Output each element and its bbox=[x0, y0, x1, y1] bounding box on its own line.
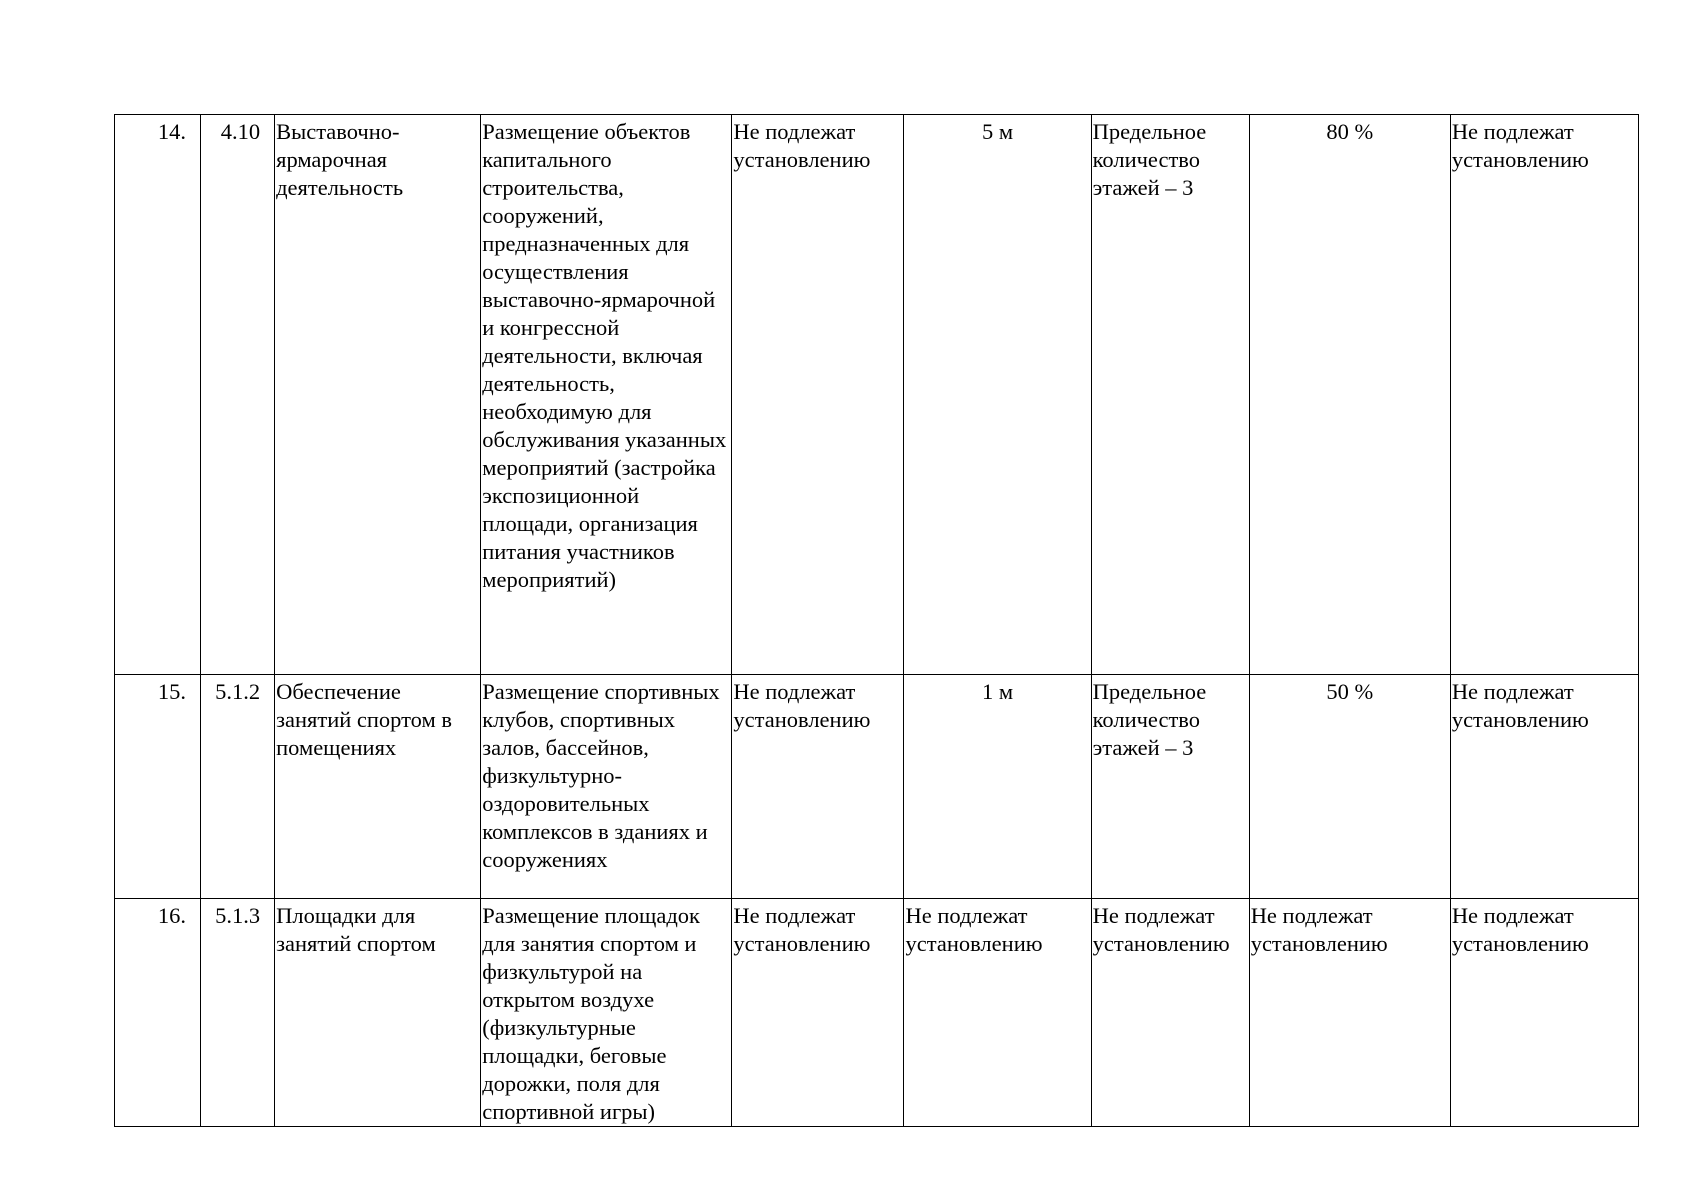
area-limits-cell: Не подлежат установлению bbox=[732, 115, 904, 675]
setback-cell: 1 м bbox=[904, 675, 1091, 899]
other-limits-cell: Не подлежат установлению bbox=[1450, 675, 1638, 899]
use-name: Обеспечение занятий спортом в помещениях bbox=[275, 675, 481, 899]
use-code: 5.1.2 bbox=[201, 675, 275, 899]
use-name: Выставочно-ярмарочная деятельность bbox=[275, 115, 481, 675]
row-number: 15. bbox=[115, 675, 201, 899]
other-limits-cell: Не подлежат установлению bbox=[1450, 899, 1638, 1127]
zoning-table bbox=[114, 114, 1639, 1127]
setback-cell: 5 м bbox=[904, 115, 1091, 675]
height-limit-cell: Предельное количество этажей – 3 bbox=[1091, 115, 1249, 675]
row-number: 14. bbox=[115, 115, 201, 675]
height-limit-cell: Предельное количество этажей – 3 bbox=[1091, 675, 1249, 899]
area-limits-cell: Не подлежат установлению bbox=[732, 675, 904, 899]
table-row bbox=[115, 675, 1639, 899]
use-description: Размещение площадок для занятия спортом и физкультурой на открытом воздухе (физкультурные площадки, беговые дорожки, поля для спортивной игры) bbox=[481, 899, 732, 1127]
use-code: 5.1.3 bbox=[201, 899, 275, 1127]
coverage-cell: 80 % bbox=[1249, 115, 1450, 675]
area-limits-cell: Не подлежат установлению bbox=[732, 899, 904, 1127]
coverage-cell: 50 % bbox=[1249, 675, 1450, 899]
setback-cell: Не подлежат установлению bbox=[904, 899, 1091, 1127]
use-code: 4.10 bbox=[201, 115, 275, 675]
row-number: 16. bbox=[115, 899, 201, 1127]
use-name: Площадки для занятий спортом bbox=[275, 899, 481, 1127]
height-limit-cell: Не подлежат установлению bbox=[1091, 899, 1249, 1127]
use-description: Размещение спортивных клубов, спортивных залов, бассейнов, физкультурно-оздоровительных комплексов в зданиях и сооружениях bbox=[481, 675, 732, 899]
other-limits-cell: Не подлежат установлению bbox=[1450, 115, 1638, 675]
table-row bbox=[115, 115, 1639, 675]
coverage-cell: Не подлежат установлению bbox=[1249, 899, 1450, 1127]
table-row bbox=[115, 899, 1639, 1127]
use-description: Размещение объектов капитального строительства, сооружений, предназначенных для осуществления выставочно-ярмарочной и конгрессной деятельности, включая деятельность, необходимую для обслуживания указанных мероприятий (застройка экспозиционной площади, организация питания участников мероприятий) bbox=[481, 115, 732, 675]
